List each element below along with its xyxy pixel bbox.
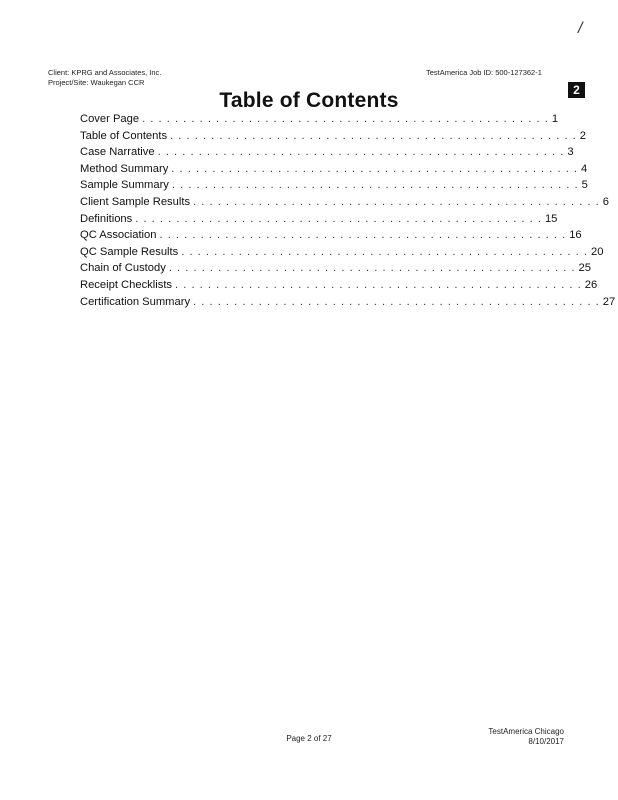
toc-entry-page: 5: [581, 179, 588, 192]
toc-entry: [80, 113, 559, 130]
toc-entry-label: Client Sample Results: [80, 195, 191, 208]
toc-leader-dots: . . . . . . . . . . . . . . . . . . . . . . . . . . . . . . . . . . . . . . . . . . . . . . . . . .: [170, 129, 577, 142]
header-job-id: TestAmerica Job ID: 500-127362-1: [426, 68, 542, 77]
header-left: [48, 68, 161, 88]
toc-leader-dots: . . . . . . . . . . . . . . . . . . . . . . . . . . . . . . . . . . . . . . . . . . . . . . . . . .: [181, 245, 588, 258]
toc-entry-label: Receipt Checklists: [80, 278, 173, 291]
toc-entry-label: Definitions: [80, 212, 133, 225]
toc-leader-dots: . . . . . . . . . . . . . . . . . . . . . . . . . . . . . . . . . . . . . . . . . . . . . . . . . .: [159, 229, 567, 242]
toc-leader-dots: . . . . . . . . . . . . . . . . . . . . . . . . . . . . . . . . . . . . . . . . . . . . . . . . . .: [171, 162, 579, 175]
toc-leader-dots: . . . . . . . . . . . . . . . . . . . . . . . . . . . . . . . . . . . . . . . . . . . . . . . . . .: [142, 113, 549, 125]
toc-entry-page: 26: [584, 278, 598, 291]
footer-lab: TestAmerica Chicago: [488, 727, 564, 736]
toc-leader-dots: . . . . . . . . . . . . . . . . . . . . . . . . . . . . . . . . . . . . . . . . . . . . . . . . . .: [135, 212, 542, 225]
toc-entry: [80, 295, 616, 313]
toc-entry-page: 4: [581, 162, 588, 175]
toc-entry: [80, 278, 598, 296]
toc-entry-page: 3: [567, 146, 574, 159]
toc-leader-dots: . . . . . . . . . . . . . . . . . . . . . . . . . . . . . . . . . . . . . . . . . . . . . . . . . .: [193, 195, 600, 208]
toc-entry: [80, 146, 574, 163]
toc-leader-dots: . . . . . . . . . . . . . . . . . . . . . . . . . . . . . . . . . . . . . . . . . . . . . . . . . .: [171, 179, 579, 192]
toc-entry: [80, 245, 604, 263]
toc-entry-label: Table of Contents: [80, 129, 168, 142]
toc-entry-page: 16: [569, 229, 582, 242]
toc-entry: [80, 195, 610, 213]
toc-entry-label: Certification Summary: [80, 295, 191, 308]
section-tab: 2: [568, 82, 585, 98]
header-client: Client: KPRG and Associates, Inc.: [48, 68, 162, 77]
toc-entry: [80, 129, 587, 147]
page-title: Table of Contents: [219, 89, 399, 112]
toc-entry-page: 27: [602, 295, 616, 308]
toc-entry: [80, 162, 588, 180]
footer-lab-info: [460, 727, 564, 747]
toc-entry-label: Sample Summary: [80, 179, 169, 192]
toc-entry: [80, 229, 582, 246]
toc-entry-page: 6: [602, 195, 610, 208]
toc-entry-page: 2: [579, 129, 587, 142]
toc-entry: [80, 262, 591, 279]
toc-leader-dots: . . . . . . . . . . . . . . . . . . . . . . . . . . . . . . . . . . . . . . . . . . . . . . . . . .: [175, 278, 582, 291]
toc-entry-label: Cover Page: [80, 113, 140, 125]
toc-entry: [80, 179, 588, 196]
footer-date: 8/10/2017: [528, 737, 564, 746]
toc-leader-dots: . . . . . . . . . . . . . . . . . . . . . . . . . . . . . . . . . . . . . . . . . . . . . . . . . .: [168, 262, 576, 275]
toc-entry: [80, 212, 558, 230]
toc-entry-label: Method Summary: [80, 162, 169, 175]
toc-leader-dots: . . . . . . . . . . . . . . . . . . . . . . . . . . . . . . . . . . . . . . . . . . . . . . . . . .: [157, 146, 565, 159]
toc-entry-label: Chain of Custody: [80, 262, 166, 275]
toc-entry-page: 20: [590, 245, 604, 258]
scan-mark: /: [578, 20, 583, 37]
toc-entry-page: 1: [551, 113, 559, 125]
toc-entry-page: 15: [544, 212, 558, 225]
toc-leader-dots: . . . . . . . . . . . . . . . . . . . . . . . . . . . . . . . . . . . . . . . . . . . . . . . . . .: [193, 295, 600, 308]
header-project: Project/Site: Waukegan CCR: [48, 78, 145, 87]
toc-entry-label: QC Association: [80, 229, 157, 242]
toc-entry-label: QC Sample Results: [80, 245, 179, 258]
toc-entry-label: Case Narrative: [80, 146, 155, 159]
toc-entry-page: 25: [578, 262, 591, 275]
table-of-contents: [80, 113, 616, 312]
footer-page-number: Page 2 of 27: [286, 734, 332, 743]
